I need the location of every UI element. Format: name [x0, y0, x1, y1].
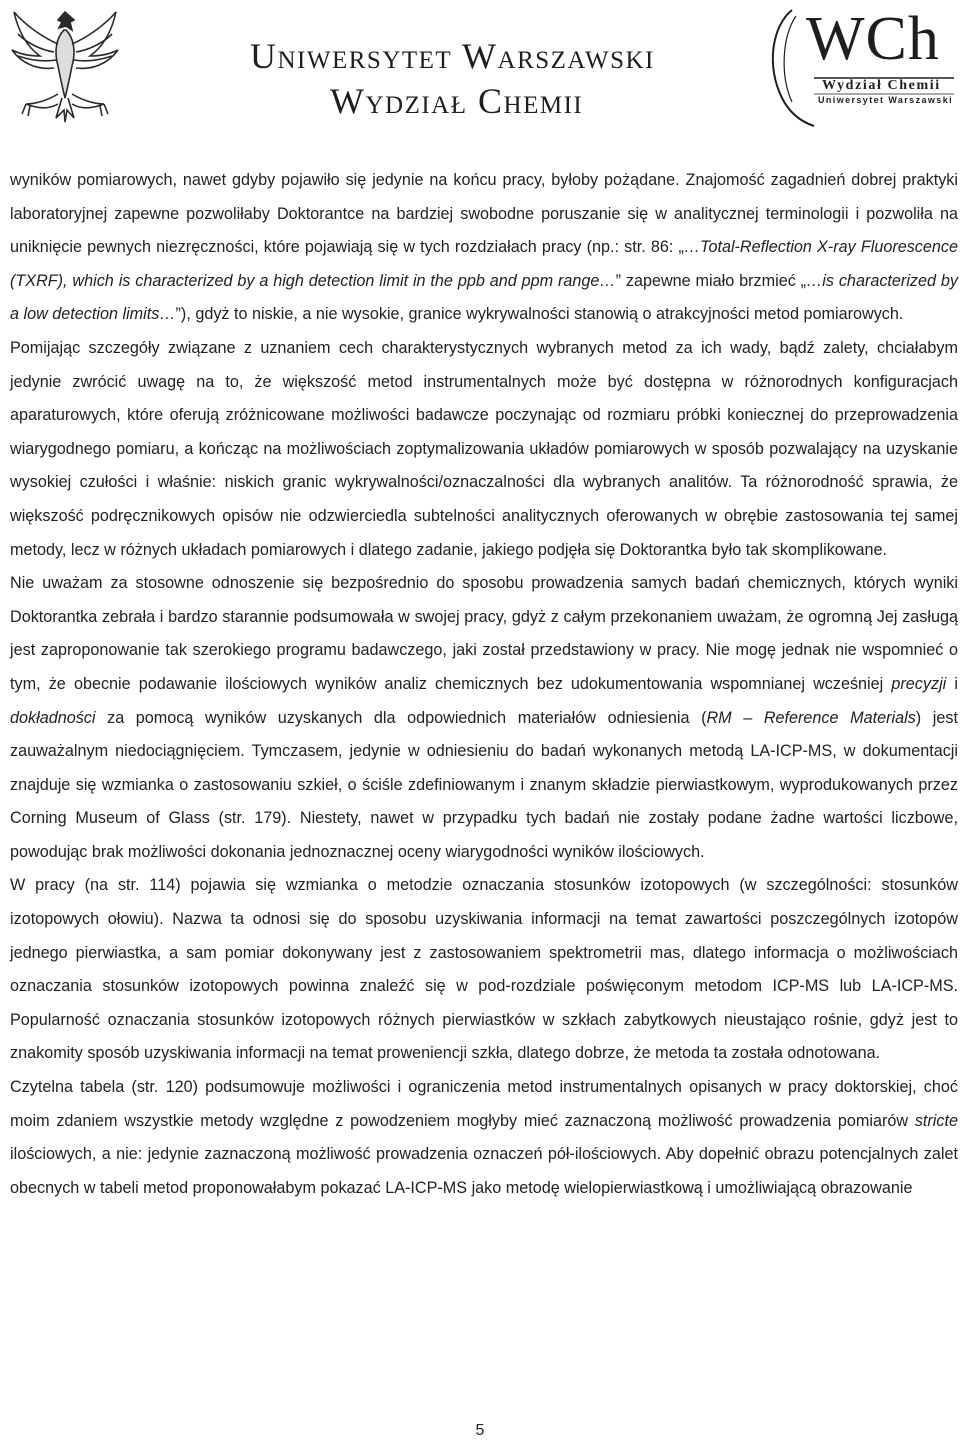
- p1-text-c: ” zapewne miało brzmieć „: [615, 271, 807, 290]
- p3-text-g: ) jest zauważalnym niedociągnięciem. Tymczasem, jedynie w odniesieniu do badań wykonanych metodą LA-ICP-MS, w dokumentacji znajduje się wzmianka o zastosowaniu szkieł, o ściśle zdefiniowanym i znanym składzie pierwiastkowym, wyprodukowanych przez Corning Museum of Glass (str. 179). Niestety, nawet w przypadku tych badań nie zostały podane żadne wartości liczbowe, powodując brak możliwości dokonania jednoznacznej oceny wiarygodności wyników ilościowych.: [10, 708, 958, 861]
- wch-logo-university: Uniwersytet Warszawski: [818, 95, 954, 105]
- eagle-emblem-icon: [6, 4, 124, 126]
- p3-text-c: i: [946, 674, 959, 693]
- document-body: [10, 164, 958, 1205]
- p5-text-a: Czytelna tabela (str. 120) podsumowuje możliwości i ograniczenia metod instrumentalnych opisanych w pracy doktorskiej, choć moim zdaniem wszystkie metody względne z powodzeniem mogłyby mieć zaznaczoną możliwość prowadzenia pomiarów: [10, 1078, 958, 1130]
- university-name: Uniwersytet Warszawski: [250, 36, 655, 76]
- paragraph-2: Pomijając szczegóły związane z uznaniem cech charakterystycznych wybranych metod za ich wady, bądź zalety, chciałabym jedynie zwrócić uwagę na to, że większość metod instrumentalnych może być dostępna w różnorodnych konfiguracjach aparaturowych, które oferują zróżnicowane możliwości badawcze poczynając od rozmiaru próbki koniecznej do przeprowadzenia wiarygodnego pomiaru, a kończąc na możliwościach zoptymalizowania układów pomiarowych w sposób pozwalający na uzyskanie wysokiej czułości i właśnie: niskich granic wykrywalności/oznaczalności dla wybranych analitów. Ta różnorodność sprawia, że większość podręcznikowych opisów nie odzwierciedla subtelności analitycznych oferowanych w obrębie zastosowania tej samej metody, lecz w różnych układach pomiarowych i dlatego zadanie, jakiego podjęła się Doktorantka było tak skomplikowane.: [10, 338, 958, 559]
- p1-quote-corrected: …is characterized by a low detection limits…: [10, 271, 958, 324]
- paragraph-5: [10, 1071, 958, 1205]
- p5-text-c: ilościowych, a nie: jedynie zaznaczoną możliwość prowadzenia oznaczeń pół-ilościowych. Aby dopełnić obrazu potencjalnych zalet obecnych w tabeli metod proponowałabym pokazać LA-ICP-MS jako metodę wielopierwiastkową i umożliwiającą obrazowanie: [10, 1145, 958, 1197]
- p3-text-a: Nie uważam za stosowne odnoszenie się bezpośrednio do sposobu prowadzenia samych badań chemicznych, których wyniki Doktorantka zebrała i bardzo starannie podsumowała w swojej pracy, gdyż z całym przekonaniem uważam, że ogromną Jej zasługą jest zaproponowanie tak szerokiego programu badawczego, jaki został przedstawiony w pracy. Nie mogę jednak nie wspomnieć o tym, że obecnie podawanie ilościowych wyników analiz chemicznych bez udokumentowania wspomnianej wcześniej: [10, 574, 958, 693]
- p3-term-precision: precyzji: [891, 674, 947, 693]
- p3-term-accuracy: dokładności: [10, 708, 96, 727]
- faculty-name: Wydział Chemii: [330, 81, 584, 121]
- p5-term-stricte: stricte: [914, 1111, 958, 1130]
- page-number: 5: [475, 1422, 485, 1439]
- p1-text-e: ”), gdyż to niskie, a nie wysokie, granice wykrywalności stanowią o atrakcyjności metod pomiarowych.: [175, 305, 904, 324]
- p1-quote-original: …Total-Reflection X-ray Fluorescence (TXRF), which is characterized by a high detection limit in the ppb and ppm range…: [10, 238, 959, 290]
- wch-logo-text: WCh: [806, 5, 940, 73]
- p1-text-a: wyników pomiarowych, nawet gdyby pojawiło się jedynie na końcu pracy, byłoby pożądane. Znajomość zagadnień dobrej praktyki laboratoryjnej zapewne pozwoliłaby Doktorantce na bardziej swobodne poruszanie się w analitycznej terminologii i pozwoliła na uniknięcie pewnych niezręczności, które pojawiają się w tych rozdziałach pracy (np.: str. 86: „: [10, 171, 958, 257]
- paragraph-1: [10, 164, 958, 332]
- wch-logo-subtitle: Wydział Chemii: [822, 78, 941, 93]
- paragraph-4: W pracy (na str. 114) pojawia się wzmianka o metodzie oznaczania stosunków izotopowych (w szczególności: stosunków izotopowych ołowiu). Nazwa ta odnosi się do sposobu uzyskiwania informacji na temat zawartości poszczególnych izotopów jednego pierwiastka, a sam pomiar dokonywany jest z zastosowaniem spektrometrii mas, dlatego informacja o możliwościach oznaczania stosunków izotopowych powinna znaleźć się w pod-rozdziale poświęconym metodom ICP-MS lub LA-ICP-MS. Popularność oznaczania stosunków izotopowych różnych pierwiastków w szkłach zabytkowych nieustająco rośnie, gdyż jest to znakomity sposób uzyskiwania informacji na temat proweniencji szkła, dlatego dobrze, że metoda ta została odnotowana.: [10, 876, 958, 1063]
- page-header: [0, 0, 960, 145]
- paragraph-3: [10, 567, 958, 869]
- p3-text-e: za pomocą wyników uzyskanych dla odpowiednich materiałów odniesienia (: [95, 708, 707, 727]
- p3-term-rm: RM – Reference Materials: [706, 708, 916, 727]
